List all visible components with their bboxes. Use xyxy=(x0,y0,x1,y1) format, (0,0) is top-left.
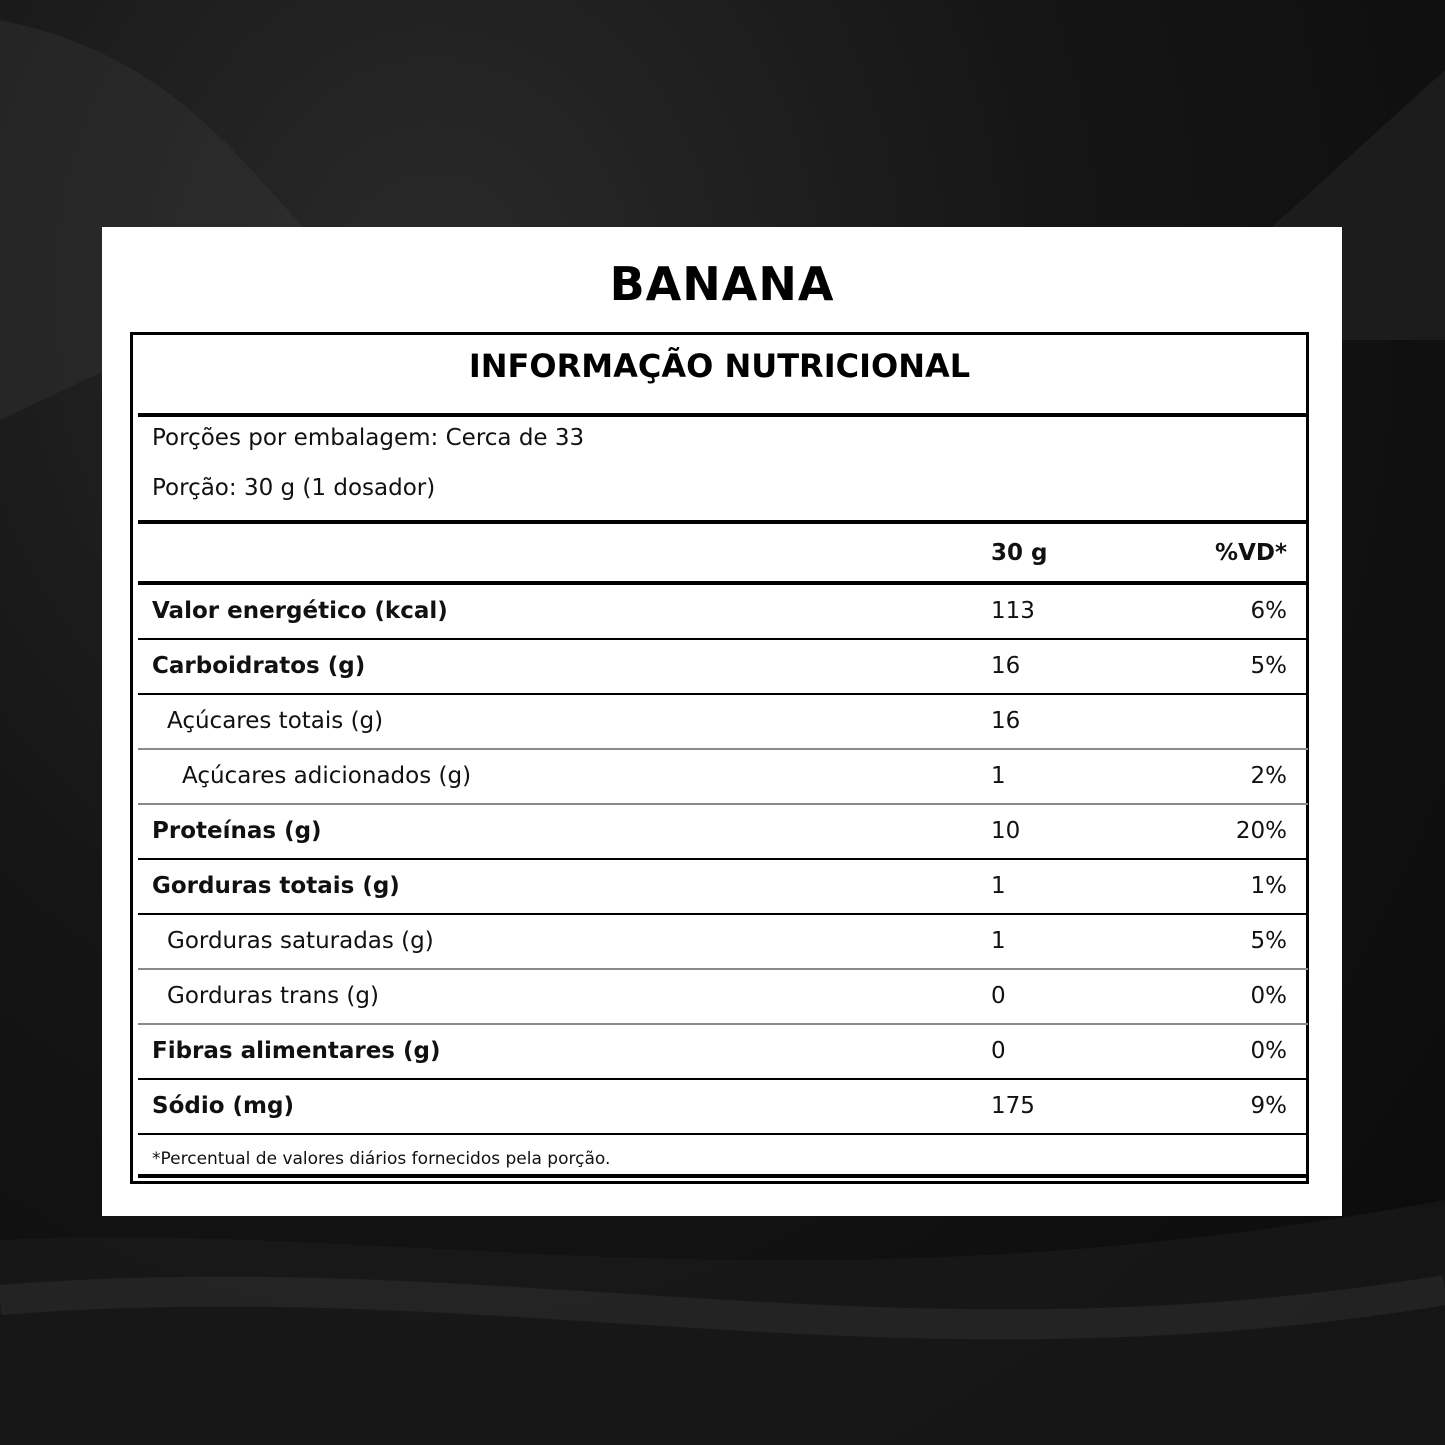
nutrient-amount: 0 xyxy=(991,1038,1006,1064)
nutrient-dv: 0% xyxy=(1250,983,1287,1009)
nutrient-dv: 9% xyxy=(1250,1093,1287,1119)
divider xyxy=(138,803,1308,805)
nutrient-amount: 10 xyxy=(991,818,1021,844)
nutrient-amount: 175 xyxy=(991,1093,1035,1119)
nutrient-label: Valor energético (kcal) xyxy=(152,598,448,624)
nutrient-dv: 6% xyxy=(1250,598,1287,624)
column-header-dv: %VD* xyxy=(1215,540,1287,566)
divider xyxy=(138,581,1308,585)
nutrient-amount: 16 xyxy=(991,653,1021,679)
nutrient-label: Fibras alimentares (g) xyxy=(152,1038,441,1064)
product-title: BANANA xyxy=(609,257,835,311)
nutrient-dv: 5% xyxy=(1250,653,1287,679)
nutrient-dv: 2% xyxy=(1250,763,1287,789)
divider xyxy=(138,693,1308,695)
nutrient-dv: 20% xyxy=(1235,818,1287,844)
nutrient-amount: 16 xyxy=(991,708,1021,734)
footnote: *Percentual de valores diários fornecidos pela porção. xyxy=(152,1149,611,1169)
divider xyxy=(138,1023,1308,1025)
nutrient-label: Gorduras trans (g) xyxy=(167,983,379,1009)
divider xyxy=(138,1133,1308,1135)
divider xyxy=(138,748,1308,750)
column-header-amount: 30 g xyxy=(991,540,1048,566)
nutrient-label: Açúcares adicionados (g) xyxy=(182,763,472,789)
nutrient-amount: 1 xyxy=(991,928,1006,954)
divider xyxy=(138,1078,1308,1080)
nutrient-label: Sódio (mg) xyxy=(152,1093,294,1119)
nutrition-card xyxy=(102,227,1342,1216)
nutrient-dv: 5% xyxy=(1250,928,1287,954)
nutrient-amount: 1 xyxy=(991,873,1006,899)
divider xyxy=(138,520,1308,524)
nutrient-label: Açúcares totais (g) xyxy=(167,708,384,734)
nutrient-amount: 0 xyxy=(991,983,1006,1009)
nutrient-amount: 113 xyxy=(991,598,1035,624)
nutrient-amount: 1 xyxy=(991,763,1006,789)
divider xyxy=(138,858,1308,860)
divider xyxy=(138,913,1308,915)
nutrient-label: Carboidratos (g) xyxy=(152,653,366,679)
nutrition-table xyxy=(130,332,1309,1184)
servings-per-package: Porções por embalagem: Cerca de 33 xyxy=(152,425,585,451)
serving-size: Porção: 30 g (1 dosador) xyxy=(152,475,436,501)
table-heading: INFORMAÇÃO NUTRICIONAL xyxy=(468,347,971,385)
nutrient-label: Gorduras totais (g) xyxy=(152,873,400,899)
nutrient-dv: 0% xyxy=(1250,1038,1287,1064)
nutrient-label: Gorduras saturadas (g) xyxy=(167,928,434,954)
divider xyxy=(138,638,1308,640)
divider xyxy=(138,968,1308,970)
divider xyxy=(138,1174,1308,1178)
divider xyxy=(138,413,1308,417)
nutrient-label: Proteínas (g) xyxy=(152,818,322,844)
nutrient-dv: 1% xyxy=(1250,873,1287,899)
